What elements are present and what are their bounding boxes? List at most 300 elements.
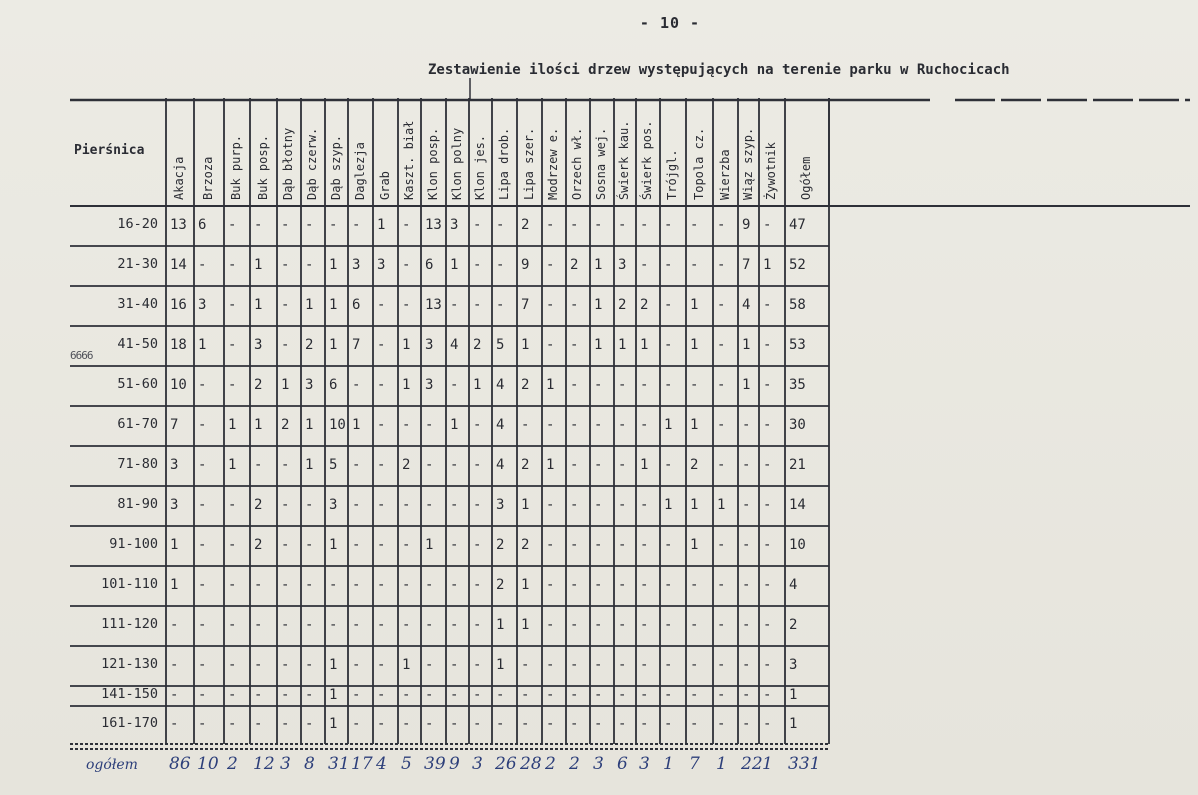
table-cell: 4 — [450, 337, 459, 353]
table-cell: 1 — [521, 577, 530, 593]
table-cell: - — [742, 716, 751, 732]
total-cell: 1 — [716, 754, 727, 774]
pencil-mark: 6666 — [70, 349, 93, 362]
table-cell: - — [640, 497, 649, 513]
table-cell: - — [521, 417, 530, 433]
table-cell: 1 — [594, 297, 603, 313]
table-cell: 6 — [198, 217, 207, 233]
table-cell: 2 — [690, 457, 699, 473]
table-cell: - — [198, 577, 207, 593]
table-cell: - — [198, 257, 207, 273]
row-label: 51-60 — [117, 376, 158, 392]
table-cell: 2 — [254, 377, 263, 393]
table-cell: - — [450, 537, 459, 553]
table-cell: - — [228, 577, 237, 593]
table-cell: 1 — [664, 497, 673, 513]
table-cell: - — [198, 457, 207, 473]
table-cell: - — [352, 377, 361, 393]
table-cell: - — [618, 657, 627, 673]
table-cell: 53 — [789, 337, 806, 353]
table-cell: 1 — [377, 217, 386, 233]
table-cell: 1 — [450, 417, 459, 433]
table-cell: 2 — [496, 577, 505, 593]
table-cell: - — [450, 617, 459, 633]
table-cell: - — [640, 617, 649, 633]
table-cell: - — [450, 377, 459, 393]
table-cell: - — [618, 577, 627, 593]
table-cell: 2 — [521, 377, 530, 393]
table-cell: 1 — [329, 257, 338, 273]
table-cell: 5 — [329, 457, 338, 473]
table-cell: - — [377, 657, 386, 673]
column-header: Ogółem — [799, 156, 813, 200]
table-cell: 1 — [690, 497, 699, 513]
table-cell: - — [281, 617, 290, 633]
table-cell: - — [198, 497, 207, 513]
total-cell: 3 — [639, 754, 650, 774]
table-cell: - — [281, 537, 290, 553]
total-cell: 28 — [520, 754, 542, 774]
table-cell: - — [352, 617, 361, 633]
table-cell: 21 — [789, 457, 806, 473]
table-cell: - — [377, 687, 386, 703]
table-cell: - — [329, 217, 338, 233]
table-cell: - — [763, 217, 772, 233]
table-cell: - — [717, 657, 726, 673]
table-cell: - — [450, 687, 459, 703]
row-label: 111-120 — [101, 616, 158, 632]
table-cell: 16 — [170, 297, 187, 313]
table-cell: - — [228, 537, 237, 553]
table-cell: - — [664, 716, 673, 732]
table-cell: - — [570, 377, 579, 393]
table-cell: - — [473, 297, 482, 313]
table-cell: 1 — [640, 457, 649, 473]
table-cell: - — [228, 257, 237, 273]
table-cell: 6 — [352, 297, 361, 313]
table-cell: - — [281, 716, 290, 732]
table-cell: 3 — [618, 257, 627, 273]
table-cell: - — [717, 687, 726, 703]
table-cell: - — [228, 217, 237, 233]
column-header: Klon polny — [449, 127, 464, 200]
total-cell: 6 — [617, 754, 628, 774]
table-cell: 52 — [789, 257, 806, 273]
table-cell: 3 — [352, 257, 361, 273]
table-cell: 1 — [305, 457, 314, 473]
table-cell: 1 — [742, 377, 751, 393]
table-cell: - — [425, 497, 434, 513]
table-cell: - — [570, 417, 579, 433]
table-cell: - — [496, 217, 505, 233]
table-cell: - — [570, 716, 579, 732]
table-cell: 2 — [618, 297, 627, 313]
column-header: Dąb błotny — [281, 127, 295, 200]
total-cell: 1 — [762, 754, 773, 774]
table-cell: - — [546, 337, 555, 353]
table-cell: - — [618, 497, 627, 513]
table-cell: - — [664, 577, 673, 593]
table-cell: - — [402, 497, 411, 513]
table-cell: 4 — [496, 417, 505, 433]
table-cell: - — [546, 217, 555, 233]
table-cell: - — [281, 497, 290, 513]
table-cell: 1 — [521, 337, 530, 353]
table-cell: - — [402, 537, 411, 553]
table-cell: 1 — [450, 257, 459, 273]
table-cell: - — [546, 716, 555, 732]
table-cell: 1 — [594, 257, 603, 273]
table-cell: 2 — [254, 537, 263, 553]
column-header: Sosna wej. — [594, 127, 608, 200]
row-label: 31-40 — [117, 296, 158, 312]
table-cell: - — [690, 687, 699, 703]
column-header: Dąb czerw. — [305, 127, 319, 200]
table-cell: 10 — [789, 537, 806, 553]
table-cell: 1 — [352, 417, 361, 433]
table-cell: - — [281, 257, 290, 273]
table-cell: - — [570, 687, 579, 703]
table-cell: - — [377, 457, 386, 473]
table-cell: - — [425, 577, 434, 593]
table-cell: 3 — [305, 377, 314, 393]
total-cell: 31 — [328, 754, 350, 774]
table-cell: - — [640, 217, 649, 233]
table-cell: - — [664, 457, 673, 473]
table-cell: 58 — [789, 297, 806, 313]
table-cell: - — [717, 537, 726, 553]
table-cell: - — [594, 457, 603, 473]
row-label: 61-70 — [117, 416, 158, 432]
table-cell: - — [594, 417, 603, 433]
table-cell: - — [640, 377, 649, 393]
table-cell: - — [763, 377, 772, 393]
table-cell: - — [717, 716, 726, 732]
column-header-piersnica: Pierśnica — [74, 143, 145, 158]
table-cell: - — [546, 497, 555, 513]
table-cell: - — [170, 657, 179, 673]
table-cell: - — [742, 497, 751, 513]
table-cell: - — [198, 617, 207, 633]
table-cell: - — [425, 687, 434, 703]
table-cell: - — [473, 257, 482, 273]
table-cell: - — [329, 577, 338, 593]
table-cell: 1 — [618, 337, 627, 353]
table-cell: - — [305, 687, 314, 703]
column-header: Lipa drob. — [496, 127, 511, 200]
table-cell: - — [594, 577, 603, 593]
table-cell: 2 — [254, 497, 263, 513]
table-cell: - — [228, 687, 237, 703]
table-cell: - — [664, 687, 673, 703]
table-cell: - — [618, 716, 627, 732]
table-cell: - — [570, 537, 579, 553]
table-cell: - — [402, 217, 411, 233]
table-cell: - — [664, 297, 673, 313]
total-cell: 12 — [253, 754, 275, 774]
column-header: Brzoza — [201, 156, 215, 200]
table-cell: - — [305, 497, 314, 513]
table-cell: 3 — [254, 337, 263, 353]
column-header: Akacja — [172, 156, 186, 200]
table-cell: - — [690, 377, 699, 393]
table-cell: - — [763, 617, 772, 633]
table-cell: 1 — [496, 617, 505, 633]
column-header: Żywotnik — [764, 142, 778, 200]
table-cell: - — [473, 617, 482, 633]
table-cell: 1 — [254, 257, 263, 273]
table-cell: 1 — [789, 716, 798, 732]
table-cell: 13 — [425, 297, 442, 313]
table-cell: - — [450, 497, 459, 513]
row-label: 41-50 — [117, 336, 158, 352]
table-cell: - — [763, 657, 772, 673]
table-cell: 7 — [742, 257, 751, 273]
total-cell: 9 — [449, 754, 460, 774]
table-cell: - — [546, 297, 555, 313]
table-cell: - — [352, 457, 361, 473]
table-cell: - — [546, 257, 555, 273]
table-cell: - — [254, 617, 263, 633]
table-cell: - — [690, 217, 699, 233]
table-cell: 1 — [254, 297, 263, 313]
table-cell: 1 — [254, 417, 263, 433]
table-cell: 3 — [329, 497, 338, 513]
table-cell: - — [570, 337, 579, 353]
row-label: 141-150 — [101, 686, 158, 702]
table-cell: - — [594, 217, 603, 233]
total-cell: 39 — [424, 754, 446, 774]
table-cell: 1 — [425, 537, 434, 553]
table-cell: 2 — [789, 617, 798, 633]
table-cell: - — [717, 417, 726, 433]
table-cell: 2 — [496, 537, 505, 553]
table-cell: - — [640, 257, 649, 273]
column-header: Dąb szyp. — [328, 134, 343, 200]
table-cell: - — [352, 716, 361, 732]
table-cell: 1 — [690, 297, 699, 313]
table-cell: 2 — [521, 537, 530, 553]
table-cell: - — [473, 457, 482, 473]
total-cell: 86 — [169, 754, 191, 774]
table-cell: - — [425, 657, 434, 673]
table-cell: 3 — [496, 497, 505, 513]
table-cell: 7 — [352, 337, 361, 353]
table-cell: - — [664, 257, 673, 273]
table-cell: - — [717, 577, 726, 593]
table-cell: - — [305, 537, 314, 553]
table-cell: - — [228, 657, 237, 673]
table-cell: - — [329, 617, 338, 633]
table-cell: - — [198, 417, 207, 433]
table-cell: 2 — [570, 257, 579, 273]
table-cell: - — [496, 297, 505, 313]
table-cell: - — [618, 687, 627, 703]
table-cell: - — [198, 687, 207, 703]
table-cell: 6 — [425, 257, 434, 273]
table-cell: - — [305, 217, 314, 233]
table-cell: - — [570, 617, 579, 633]
table-cell: - — [742, 577, 751, 593]
table-cell: - — [570, 457, 579, 473]
column-header: Klon jes. — [472, 134, 487, 200]
table-cell: 18 — [170, 337, 187, 353]
table-cell: 1 — [170, 577, 179, 593]
table-cell: - — [281, 457, 290, 473]
table-cell: - — [473, 537, 482, 553]
table-cell: - — [402, 417, 411, 433]
column-header: Wiąz szyp. — [740, 127, 755, 200]
table-cell: - — [305, 257, 314, 273]
table-cell: 10 — [170, 377, 187, 393]
table-cell: - — [473, 417, 482, 433]
table-cell: - — [450, 577, 459, 593]
table-cell: - — [496, 716, 505, 732]
table-cell: - — [450, 716, 459, 732]
table-cell: 3 — [450, 217, 459, 233]
table-cell: - — [570, 217, 579, 233]
table-cell: - — [198, 657, 207, 673]
table-cell: - — [763, 716, 772, 732]
table-cell: 1 — [521, 617, 530, 633]
table-cell: - — [377, 497, 386, 513]
table-cell: - — [742, 687, 751, 703]
table-cell: 9 — [742, 217, 751, 233]
total-cell: 4 — [376, 754, 387, 774]
table-cell: 14 — [170, 257, 187, 273]
table-cell: - — [763, 337, 772, 353]
total-cell: 10 — [197, 754, 219, 774]
table-cell: - — [521, 687, 530, 703]
table-cell: - — [170, 687, 179, 703]
total-cell: 2 — [545, 754, 556, 774]
table-cell: - — [352, 657, 361, 673]
table-cell: 4 — [496, 377, 505, 393]
table-cell: - — [546, 577, 555, 593]
total-cell: 26 — [495, 754, 517, 774]
total-cell: 3 — [280, 754, 291, 774]
table-cell: - — [742, 417, 751, 433]
table-cell: - — [254, 657, 263, 673]
table-cell: - — [352, 577, 361, 593]
table-cell: - — [352, 497, 361, 513]
row-label: 16-20 — [117, 216, 158, 232]
table-cell: - — [473, 497, 482, 513]
table-cell: - — [664, 377, 673, 393]
table-cell: - — [473, 577, 482, 593]
table-cell: 1 — [305, 297, 314, 313]
table-cell: - — [281, 687, 290, 703]
table-cell: - — [664, 657, 673, 673]
table-cell: 13 — [425, 217, 442, 233]
table-cell: - — [281, 337, 290, 353]
table-cell: - — [640, 687, 649, 703]
totals-label: ogółem — [86, 757, 138, 773]
table-cell: - — [618, 417, 627, 433]
table-cell: - — [594, 537, 603, 553]
table-cell: 1 — [402, 657, 411, 673]
table-cell: - — [763, 297, 772, 313]
column-header: Kaszt. biał — [401, 120, 416, 200]
table-cell: - — [664, 217, 673, 233]
table-cell: 1 — [521, 497, 530, 513]
table-cell: 1 — [329, 687, 338, 703]
table-cell: - — [690, 716, 699, 732]
table-cell: 7 — [170, 417, 179, 433]
table-cell: 1 — [742, 337, 751, 353]
table-cell: - — [640, 537, 649, 553]
table-cell: - — [546, 687, 555, 703]
table-cell: 1 — [228, 457, 237, 473]
table-cell: 1 — [594, 337, 603, 353]
table-cell: - — [402, 257, 411, 273]
table-cell: - — [521, 716, 530, 732]
table-cell: - — [228, 337, 237, 353]
column-header: Daglezja — [352, 142, 367, 200]
table-cell: 1 — [198, 337, 207, 353]
column-header: Świerk kau. — [617, 120, 631, 200]
table-cell: - — [198, 377, 207, 393]
row-label: 101-110 — [101, 576, 158, 592]
table-cell: 7 — [521, 297, 530, 313]
table-cell: - — [640, 716, 649, 732]
total-cell: 5 — [401, 754, 412, 774]
table-cell: - — [305, 617, 314, 633]
table-cell: - — [281, 217, 290, 233]
table-cell: - — [402, 716, 411, 732]
table-cell: - — [618, 217, 627, 233]
table-cell: - — [450, 457, 459, 473]
table-cell: - — [742, 537, 751, 553]
total-cell: 17 — [351, 754, 373, 774]
table-cell: - — [377, 417, 386, 433]
table-cell: - — [570, 497, 579, 513]
table-cell: 1 — [546, 377, 555, 393]
document-title: Zestawienie ilości drzew występujących na terenie parku w Ruchocicach — [428, 62, 1010, 78]
table-cell: 1 — [546, 457, 555, 473]
table-cell: - — [254, 217, 263, 233]
table-cell: 3 — [198, 297, 207, 313]
column-header: Świerk pos. — [640, 120, 654, 200]
row-label: 21-30 — [117, 256, 158, 272]
row-label: 91-100 — [109, 536, 158, 552]
table-cell: - — [254, 577, 263, 593]
table-cell: - — [254, 457, 263, 473]
table-cell: 1 — [640, 337, 649, 353]
table-cell: 1 — [228, 417, 237, 433]
table-cell: 1 — [329, 337, 338, 353]
table-cell: - — [402, 297, 411, 313]
table-cell: - — [521, 657, 530, 673]
column-header: Grab — [377, 171, 392, 200]
table-cell: - — [763, 537, 772, 553]
table-cell: - — [198, 716, 207, 732]
table-cell: - — [473, 657, 482, 673]
table-cell: - — [425, 617, 434, 633]
table-cell: - — [763, 577, 772, 593]
table-cell: - — [425, 716, 434, 732]
table-cell: 1 — [170, 537, 179, 553]
table-cell: 1 — [281, 377, 290, 393]
table-cell: - — [254, 716, 263, 732]
table-cell: - — [281, 297, 290, 313]
table-cell: 1 — [473, 377, 482, 393]
table-cell: 1 — [329, 657, 338, 673]
table-cell: 9 — [521, 257, 530, 273]
total-cell: 3 — [593, 754, 604, 774]
table-cell: - — [594, 716, 603, 732]
column-header: Wierzba — [717, 149, 732, 200]
